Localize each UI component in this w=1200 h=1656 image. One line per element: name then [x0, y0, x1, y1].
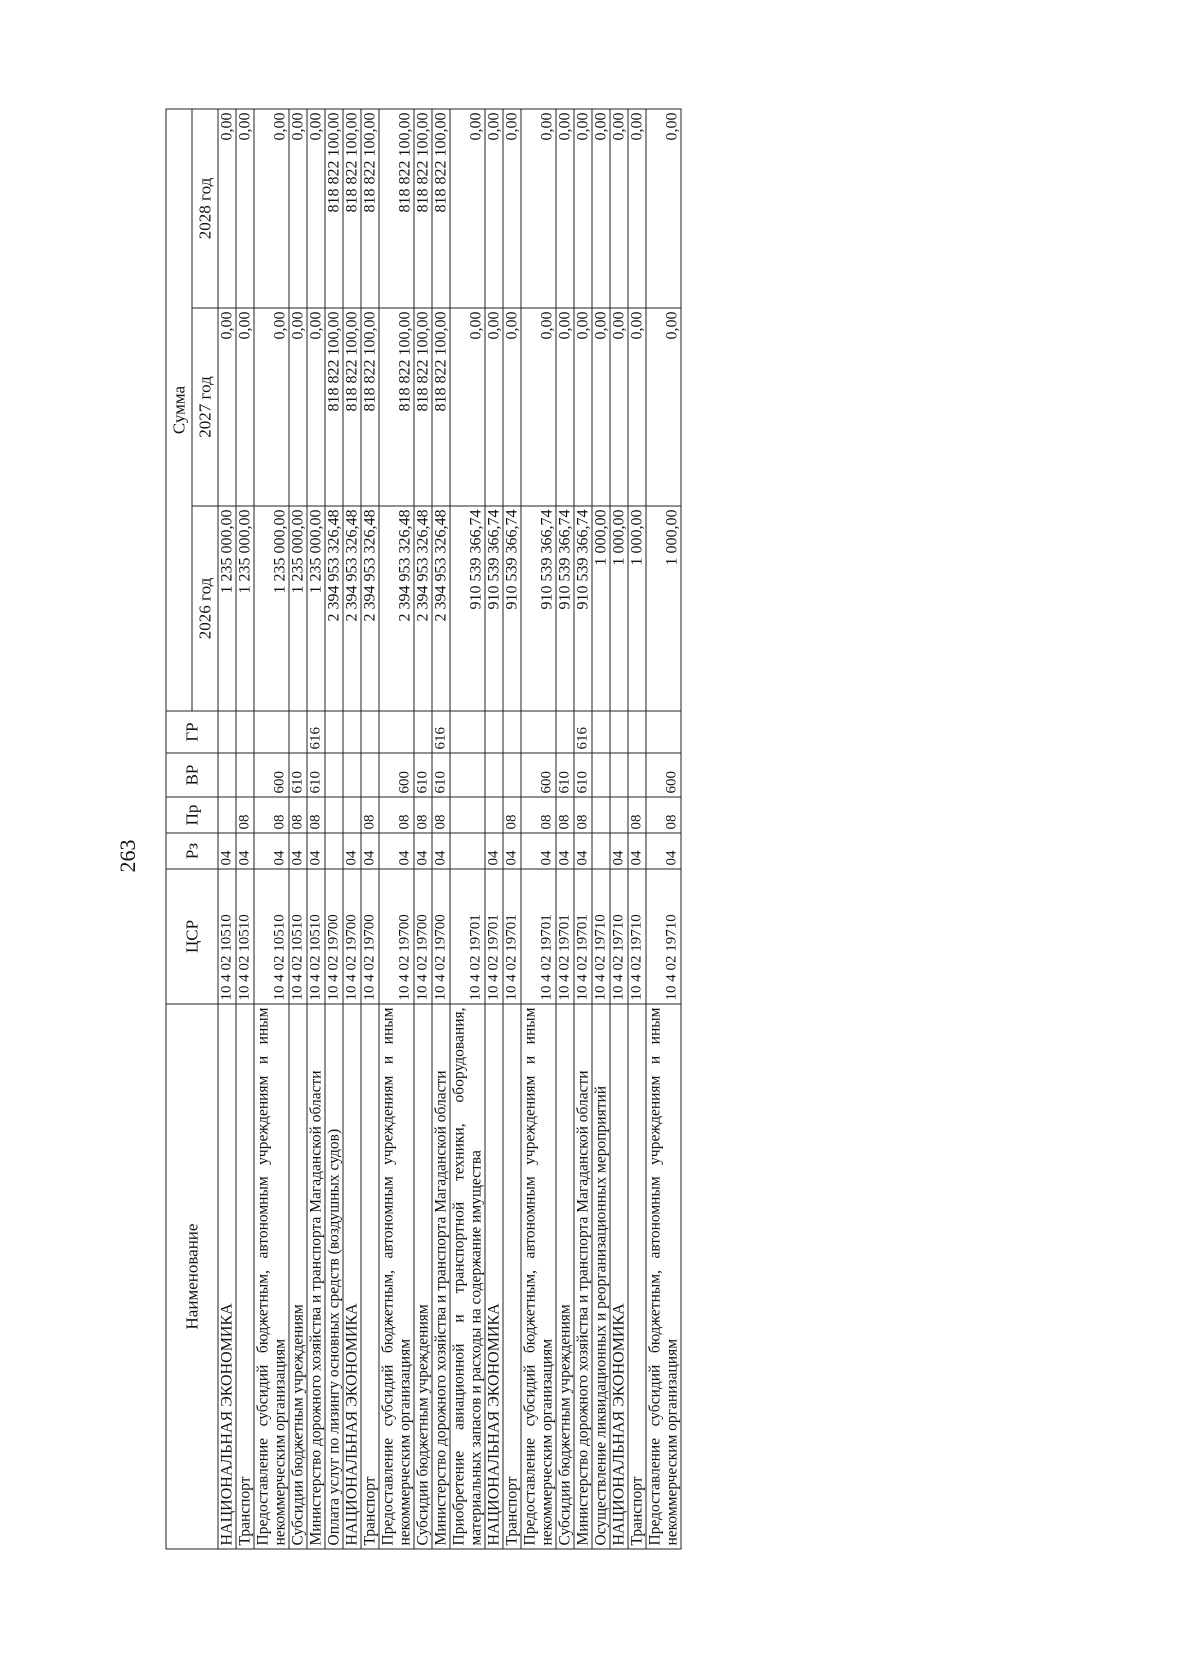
row-vr: [485, 753, 503, 797]
row-amount-2028: 0,00: [646, 109, 681, 308]
table-row: [450, 109, 485, 1549]
row-rz: [592, 833, 610, 869]
row-amount-2026: 910 539 366,74: [521, 506, 556, 711]
row-amount-2028: 0,00: [289, 109, 307, 308]
table-row: [521, 109, 556, 1549]
row-vr: 610: [289, 753, 307, 797]
row-name: НАЦИОНАЛЬНАЯ ЭКОНОМИКА: [343, 1004, 361, 1549]
row-amount-2027: 0,00: [254, 308, 289, 506]
row-amount-2027: 0,00: [556, 308, 574, 506]
row-name: Субсидии бюджетным учреждениям: [556, 1004, 574, 1549]
row-amount-2027: 0,00: [628, 308, 646, 506]
header-name: Наименование: [166, 1004, 218, 1549]
row-amount-2027: 818 822 100,00: [343, 308, 361, 506]
row-gr: [521, 711, 556, 753]
row-amount-2028: 0,00: [610, 109, 628, 308]
row-rz: [325, 833, 343, 869]
row-csr: 10 4 02 10510: [307, 869, 325, 1004]
row-name: Предоставление субсидий бюджетным, автономным учреждениям и иным некоммерческим организациям: [254, 1004, 289, 1549]
row-amount-2027: 818 822 100,00: [432, 308, 450, 506]
row-gr: [289, 711, 307, 753]
row-amount-2028: 0,00: [254, 109, 289, 308]
row-vr: [218, 753, 236, 797]
row-rz: 04: [236, 833, 254, 869]
table-row: [432, 109, 450, 1549]
row-csr: 10 4 02 19700: [325, 869, 343, 1004]
row-gr: [503, 711, 521, 753]
row-vr: 610: [414, 753, 432, 797]
row-amount-2026: 1 000,00: [646, 506, 681, 711]
row-amount-2026: 910 539 366,74: [450, 506, 485, 711]
row-gr: [254, 711, 289, 753]
row-name: Предоставление субсидий бюджетным, автономным учреждениям и иным некоммерческим организациям: [521, 1004, 556, 1549]
row-vr: [325, 753, 343, 797]
row-vr: [361, 753, 379, 797]
row-amount-2026: 2 394 953 326,48: [379, 506, 414, 711]
row-amount-2026: 1 235 000,00: [254, 506, 289, 711]
row-pr: 08: [307, 797, 325, 833]
row-rz: 04: [485, 833, 503, 869]
row-name: Транспорт: [628, 1004, 646, 1549]
row-amount-2026: 1 000,00: [628, 506, 646, 711]
row-vr: [610, 753, 628, 797]
row-pr: [325, 797, 343, 833]
row-pr: 08: [289, 797, 307, 833]
row-amount-2028: 0,00: [485, 109, 503, 308]
header-year-2028: 2028 год: [192, 109, 218, 308]
row-name: Субсидии бюджетным учреждениям: [414, 1004, 432, 1549]
row-amount-2028: 818 822 100,00: [361, 109, 379, 308]
row-gr: [236, 711, 254, 753]
row-csr: 10 4 02 19710: [628, 869, 646, 1004]
row-pr: 08: [254, 797, 289, 833]
table-row: [343, 109, 361, 1549]
row-csr: 10 4 02 19710: [592, 869, 610, 1004]
row-pr: 08: [556, 797, 574, 833]
row-vr: 600: [254, 753, 289, 797]
row-name: Министерство дорожного хозяйства и транспорта Магаданской области: [432, 1004, 450, 1549]
row-amount-2026: 2 394 953 326,48: [325, 506, 343, 711]
row-csr: 10 4 02 10510: [254, 869, 289, 1004]
row-rz: 04: [414, 833, 432, 869]
row-csr: 10 4 02 10510: [218, 869, 236, 1004]
row-amount-2027: 0,00: [610, 308, 628, 506]
row-amount-2028: 0,00: [236, 109, 254, 308]
table-row: [379, 109, 414, 1549]
table-row: [218, 109, 236, 1549]
row-amount-2027: 0,00: [646, 308, 681, 506]
row-rz: 04: [556, 833, 574, 869]
row-pr: [343, 797, 361, 833]
row-csr: 10 4 02 19701: [503, 869, 521, 1004]
row-amount-2028: 0,00: [628, 109, 646, 308]
row-name: Министерство дорожного хозяйства и транспорта Магаданской области: [574, 1004, 592, 1549]
row-name: НАЦИОНАЛЬНАЯ ЭКОНОМИКА: [610, 1004, 628, 1549]
row-pr: 08: [432, 797, 450, 833]
row-rz: 04: [343, 833, 361, 869]
row-gr: [610, 711, 628, 753]
row-amount-2028: 818 822 100,00: [379, 109, 414, 308]
row-amount-2027: 0,00: [574, 308, 592, 506]
row-vr: 600: [646, 753, 681, 797]
row-amount-2028: 0,00: [450, 109, 485, 308]
row-name: НАЦИОНАЛЬНАЯ ЭКОНОМИКА: [485, 1004, 503, 1549]
row-pr: 08: [414, 797, 432, 833]
row-vr: [503, 753, 521, 797]
row-amount-2027: 0,00: [236, 308, 254, 506]
header-vr: ВР: [166, 753, 218, 797]
row-vr: [628, 753, 646, 797]
row-csr: 10 4 02 19701: [556, 869, 574, 1004]
row-gr: [325, 711, 343, 753]
row-pr: 08: [361, 797, 379, 833]
row-rz: 04: [432, 833, 450, 869]
row-csr: 10 4 02 19701: [450, 869, 485, 1004]
row-rz: 04: [628, 833, 646, 869]
row-amount-2028: 818 822 100,00: [414, 109, 432, 308]
header-pr: Пр: [166, 797, 218, 833]
row-csr: 10 4 02 19700: [379, 869, 414, 1004]
table-row: [646, 109, 681, 1549]
row-amount-2027: 818 822 100,00: [379, 308, 414, 506]
row-pr: 08: [574, 797, 592, 833]
row-amount-2028: 818 822 100,00: [343, 109, 361, 308]
row-vr: 610: [556, 753, 574, 797]
header-csr: ЦСР: [166, 869, 218, 1004]
row-gr: [628, 711, 646, 753]
row-gr: [556, 711, 574, 753]
row-rz: 04: [361, 833, 379, 869]
row-amount-2028: 0,00: [503, 109, 521, 308]
row-rz: 04: [646, 833, 681, 869]
table-row: [610, 109, 628, 1549]
row-gr: [343, 711, 361, 753]
table-row: [254, 109, 289, 1549]
row-vr: [343, 753, 361, 797]
table-row: [325, 109, 343, 1549]
row-amount-2027: 0,00: [503, 308, 521, 506]
row-gr: [218, 711, 236, 753]
row-amount-2028: 818 822 100,00: [432, 109, 450, 308]
row-csr: 10 4 02 19700: [432, 869, 450, 1004]
rotated-table-container: [166, 110, 1081, 1550]
row-gr: [485, 711, 503, 753]
header-year-2026: 2026 год: [192, 506, 218, 711]
row-pr: 08: [379, 797, 414, 833]
row-amount-2028: 0,00: [521, 109, 556, 308]
row-name: Оплата услуг по лизингу основных средств (воздушных судов): [325, 1004, 343, 1549]
row-pr: 08: [646, 797, 681, 833]
row-gr: [379, 711, 414, 753]
header-year-2027: 2027 год: [192, 308, 218, 506]
header-gr: ГР: [166, 711, 218, 753]
row-vr: 610: [307, 753, 325, 797]
row-rz: 04: [610, 833, 628, 869]
row-gr: 616: [307, 711, 325, 753]
row-gr: [646, 711, 681, 753]
table-row: [556, 109, 574, 1549]
row-vr: [450, 753, 485, 797]
row-rz: 04: [574, 833, 592, 869]
row-name: Предоставление субсидий бюджетным, автономным учреждениям и иным некоммерческим организациям: [646, 1004, 681, 1549]
table-row: [307, 109, 325, 1549]
row-gr: [592, 711, 610, 753]
row-rz: 04: [521, 833, 556, 869]
row-pr: [592, 797, 610, 833]
row-name: Приобретение авиационной и транспортной техники, оборудования, материальных запасов и расходы на содержание имущества: [450, 1004, 485, 1549]
row-amount-2026: 1 235 000,00: [236, 506, 254, 711]
table-row: [414, 109, 432, 1549]
row-rz: 04: [379, 833, 414, 869]
row-amount-2026: 2 394 953 326,48: [414, 506, 432, 711]
table-row: [236, 109, 254, 1549]
row-amount-2027: 0,00: [485, 308, 503, 506]
row-amount-2026: 910 539 366,74: [556, 506, 574, 711]
row-rz: 04: [289, 833, 307, 869]
row-amount-2028: 0,00: [556, 109, 574, 308]
row-csr: 10 4 02 19700: [361, 869, 379, 1004]
row-csr: 10 4 02 19700: [343, 869, 361, 1004]
row-amount-2027: 818 822 100,00: [361, 308, 379, 506]
table-row: [485, 109, 503, 1549]
table-row: [289, 109, 307, 1549]
row-csr: 10 4 02 19701: [521, 869, 556, 1004]
row-amount-2027: 0,00: [289, 308, 307, 506]
row-csr: 10 4 02 19710: [646, 869, 681, 1004]
row-amount-2027: 818 822 100,00: [414, 308, 432, 506]
row-amount-2026: 910 539 366,74: [485, 506, 503, 711]
row-amount-2027: 0,00: [307, 308, 325, 506]
row-vr: [592, 753, 610, 797]
row-gr: 616: [432, 711, 450, 753]
row-amount-2026: 1 235 000,00: [289, 506, 307, 711]
row-csr: 10 4 02 10510: [289, 869, 307, 1004]
budget-table: [166, 108, 682, 1549]
row-rz: [450, 833, 485, 869]
row-pr: [218, 797, 236, 833]
row-pr: 08: [503, 797, 521, 833]
row-amount-2026: 1 000,00: [610, 506, 628, 711]
table-body: [218, 109, 681, 1549]
row-gr: [414, 711, 432, 753]
row-pr: [610, 797, 628, 833]
row-csr: 10 4 02 19710: [610, 869, 628, 1004]
row-amount-2028: 0,00: [574, 109, 592, 308]
row-name: Транспорт: [236, 1004, 254, 1549]
row-vr: 600: [379, 753, 414, 797]
row-amount-2028: 0,00: [592, 109, 610, 308]
row-name: Осуществление ликвидационных и реорганизационных мероприятий: [592, 1004, 610, 1549]
row-amount-2027: 818 822 100,00: [325, 308, 343, 506]
row-amount-2027: 0,00: [450, 308, 485, 506]
row-csr: 10 4 02 19700: [414, 869, 432, 1004]
row-amount-2026: 2 394 953 326,48: [343, 506, 361, 711]
row-amount-2028: 0,00: [307, 109, 325, 308]
row-gr: [450, 711, 485, 753]
row-pr: 08: [628, 797, 646, 833]
row-amount-2027: 0,00: [218, 308, 236, 506]
table-row: [503, 109, 521, 1549]
row-gr: 616: [574, 711, 592, 753]
header-sum: Сумма: [166, 109, 192, 711]
row-amount-2026: 1 235 000,00: [218, 506, 236, 711]
table-row: [592, 109, 610, 1549]
row-rz: 04: [307, 833, 325, 869]
row-vr: 600: [521, 753, 556, 797]
row-rz: 04: [503, 833, 521, 869]
row-name: Министерство дорожного хозяйства и транспорта Магаданской области: [307, 1004, 325, 1549]
row-name: Транспорт: [361, 1004, 379, 1549]
table-row: [361, 109, 379, 1549]
row-amount-2026: 1 235 000,00: [307, 506, 325, 711]
table-row: [574, 109, 592, 1549]
row-rz: 04: [218, 833, 236, 869]
row-name: Транспорт: [503, 1004, 521, 1549]
row-pr: 08: [236, 797, 254, 833]
row-amount-2026: 1 000,00: [592, 506, 610, 711]
table-row: [628, 109, 646, 1549]
row-amount-2026: 2 394 953 326,48: [361, 506, 379, 711]
row-name: Предоставление субсидий бюджетным, автономным учреждениям и иным некоммерческим организациям: [379, 1004, 414, 1549]
row-vr: 610: [574, 753, 592, 797]
row-amount-2026: 910 539 366,74: [503, 506, 521, 711]
row-pr: 08: [521, 797, 556, 833]
row-name: Субсидии бюджетным учреждениям: [289, 1004, 307, 1549]
row-pr: [450, 797, 485, 833]
row-amount-2027: 0,00: [521, 308, 556, 506]
row-amount-2026: 2 394 953 326,48: [432, 506, 450, 711]
header-rz: Рз: [166, 833, 218, 869]
row-rz: 04: [254, 833, 289, 869]
row-pr: [485, 797, 503, 833]
row-gr: [361, 711, 379, 753]
row-amount-2028: 818 822 100,00: [325, 109, 343, 308]
row-csr: 10 4 02 10510: [236, 869, 254, 1004]
row-vr: 610: [432, 753, 450, 797]
row-amount-2028: 0,00: [218, 109, 236, 308]
page-number: 263: [115, 839, 140, 873]
row-csr: 10 4 02 19701: [574, 869, 592, 1004]
row-name: НАЦИОНАЛЬНАЯ ЭКОНОМИКА: [218, 1004, 236, 1549]
row-amount-2026: 910 539 366,74: [574, 506, 592, 711]
row-vr: [236, 753, 254, 797]
row-amount-2027: 0,00: [592, 308, 610, 506]
row-csr: 10 4 02 19701: [485, 869, 503, 1004]
